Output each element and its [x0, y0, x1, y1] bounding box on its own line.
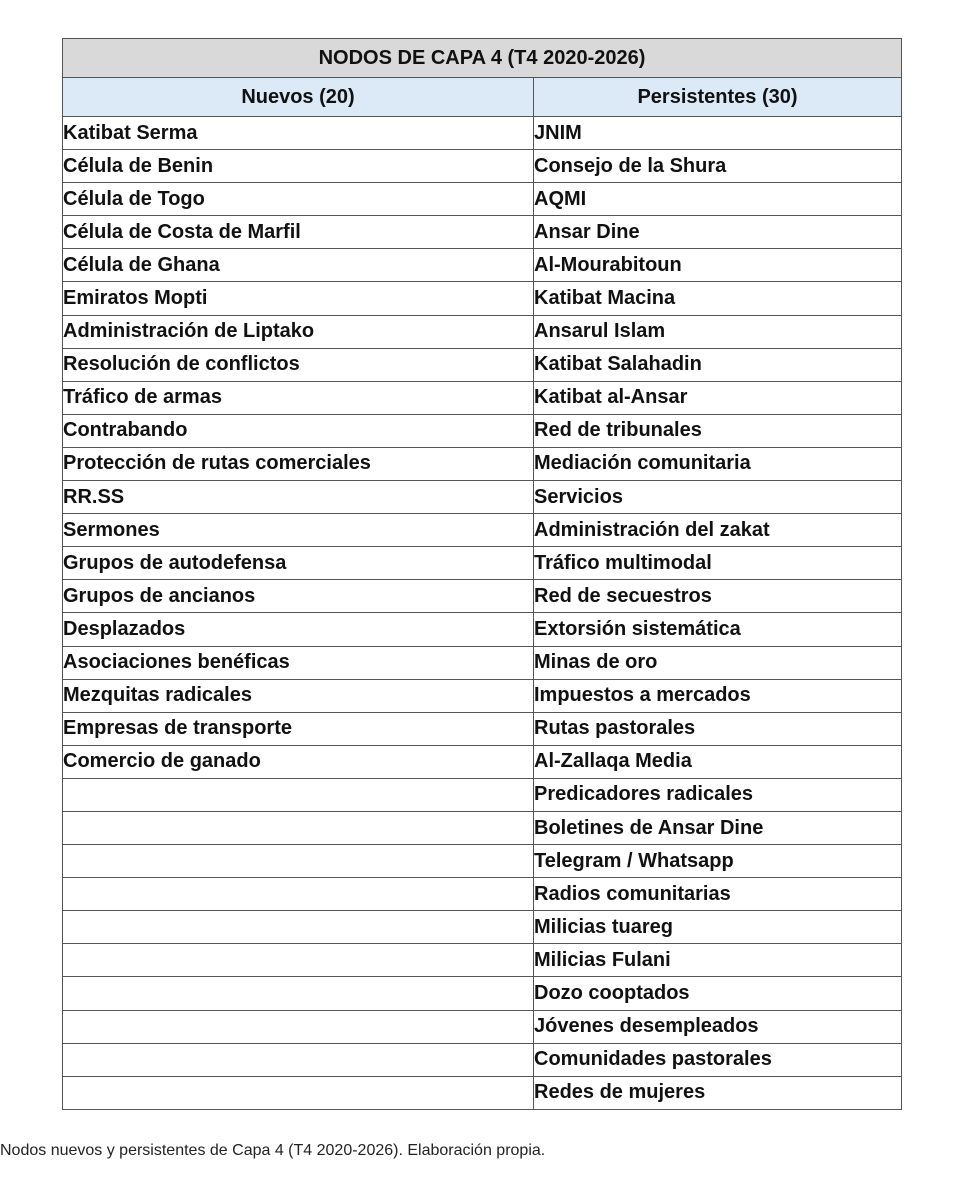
cell-new-node: Mezquitas radicales	[63, 679, 534, 712]
table-row	[63, 944, 902, 977]
cell-persistent-node: Katibat Salahadin	[534, 348, 902, 381]
cell-persistent-node: Mediación comunitaria	[534, 447, 902, 480]
cell-persistent-node: Milicias Fulani	[534, 944, 902, 977]
column-header-new: Nuevos (20)	[63, 78, 534, 117]
table-body	[63, 117, 902, 1110]
cell-new-node: Célula de Benin	[63, 150, 534, 183]
table-row	[63, 150, 902, 183]
table-title: NODOS DE CAPA 4 (T4 2020-2026)	[63, 39, 902, 78]
cell-new-node: Empresas de transporte	[63, 712, 534, 745]
cell-persistent-node: Tráfico multimodal	[534, 547, 902, 580]
cell-persistent-node: Red de secuestros	[534, 580, 902, 613]
cell-new-node	[63, 878, 534, 911]
cell-new-node: RR.SS	[63, 481, 534, 514]
cell-persistent-node: Impuestos a mercados	[534, 679, 902, 712]
table-row	[63, 1076, 902, 1109]
cell-persistent-node: Milicias tuareg	[534, 911, 902, 944]
table-row	[63, 1010, 902, 1043]
table-row	[63, 481, 902, 514]
cell-new-node: Célula de Costa de Marfil	[63, 216, 534, 249]
cell-new-node: Protección de rutas comerciales	[63, 447, 534, 480]
cell-persistent-node: Telegram / Whatsapp	[534, 845, 902, 878]
table-row	[63, 712, 902, 745]
cell-new-node: Comercio de ganado	[63, 745, 534, 778]
table-row	[63, 745, 902, 778]
cell-persistent-node: Administración del zakat	[534, 514, 902, 547]
cell-new-node	[63, 845, 534, 878]
table-row	[63, 348, 902, 381]
cell-persistent-node: Redes de mujeres	[534, 1076, 902, 1109]
table-row	[63, 1043, 902, 1076]
cell-new-node: Grupos de ancianos	[63, 580, 534, 613]
cell-persistent-node: Katibat al-Ansar	[534, 381, 902, 414]
table-row	[63, 547, 902, 580]
table-row	[63, 315, 902, 348]
cell-new-node	[63, 811, 534, 844]
cell-new-node: Emiratos Mopti	[63, 282, 534, 315]
cell-persistent-node: AQMI	[534, 183, 902, 216]
cell-new-node	[63, 944, 534, 977]
cell-new-node	[63, 1076, 534, 1109]
table-row	[63, 811, 902, 844]
cell-persistent-node: Comunidades pastorales	[534, 1043, 902, 1076]
cell-new-node: Sermones	[63, 514, 534, 547]
table-row	[63, 878, 902, 911]
cell-new-node: Tráfico de armas	[63, 381, 534, 414]
cell-new-node: Katibat Serma	[63, 117, 534, 150]
cell-persistent-node: Red de tribunales	[534, 414, 902, 447]
table-row	[63, 183, 902, 216]
table-row	[63, 646, 902, 679]
cell-new-node: Asociaciones benéficas	[63, 646, 534, 679]
cell-persistent-node: Al-Mourabitoun	[534, 249, 902, 282]
table-row	[63, 414, 902, 447]
cell-new-node: Resolución de conflictos	[63, 348, 534, 381]
cell-new-node: Administración de Liptako	[63, 315, 534, 348]
table-row	[63, 911, 902, 944]
cell-persistent-node: Ansarul Islam	[534, 315, 902, 348]
cell-persistent-node: Minas de oro	[534, 646, 902, 679]
cell-persistent-node: Katibat Macina	[534, 282, 902, 315]
table-row	[63, 117, 902, 150]
table-row	[63, 580, 902, 613]
cell-new-node	[63, 1010, 534, 1043]
cell-new-node: Desplazados	[63, 613, 534, 646]
cell-new-node: Contrabando	[63, 414, 534, 447]
table-caption: Nodos nuevos y persistentes de Capa 4 (T4 2020-2026). Elaboración propia.	[0, 1142, 546, 1159]
cell-new-node	[63, 911, 534, 944]
table-row	[63, 613, 902, 646]
nodes-table	[62, 38, 902, 1110]
table-row	[63, 845, 902, 878]
table-row	[63, 679, 902, 712]
cell-persistent-node: Predicadores radicales	[534, 778, 902, 811]
table-row	[63, 977, 902, 1010]
cell-persistent-node: Boletines de Ansar Dine	[534, 811, 902, 844]
cell-persistent-node: Rutas pastorales	[534, 712, 902, 745]
table-header-row	[63, 78, 902, 117]
cell-persistent-node: Consejo de la Shura	[534, 150, 902, 183]
cell-persistent-node: Extorsión sistemática	[534, 613, 902, 646]
cell-new-node	[63, 778, 534, 811]
cell-persistent-node: Jóvenes desempleados	[534, 1010, 902, 1043]
cell-persistent-node: Al-Zallaqa Media	[534, 745, 902, 778]
cell-persistent-node: Dozo cooptados	[534, 977, 902, 1010]
table-row	[63, 514, 902, 547]
table-row	[63, 381, 902, 414]
column-header-persistent: Persistentes (30)	[534, 78, 902, 117]
cell-new-node: Grupos de autodefensa	[63, 547, 534, 580]
table-row	[63, 216, 902, 249]
cell-persistent-node: Servicios	[534, 481, 902, 514]
cell-new-node: Célula de Togo	[63, 183, 534, 216]
table-row	[63, 447, 902, 480]
table-row	[63, 282, 902, 315]
table-row	[63, 778, 902, 811]
table-row	[63, 249, 902, 282]
cell-persistent-node: Radios comunitarias	[534, 878, 902, 911]
cell-persistent-node: JNIM	[534, 117, 902, 150]
cell-new-node	[63, 1043, 534, 1076]
cell-persistent-node: Ansar Dine	[534, 216, 902, 249]
cell-new-node	[63, 977, 534, 1010]
cell-new-node: Célula de Ghana	[63, 249, 534, 282]
table-title-row	[63, 39, 902, 78]
